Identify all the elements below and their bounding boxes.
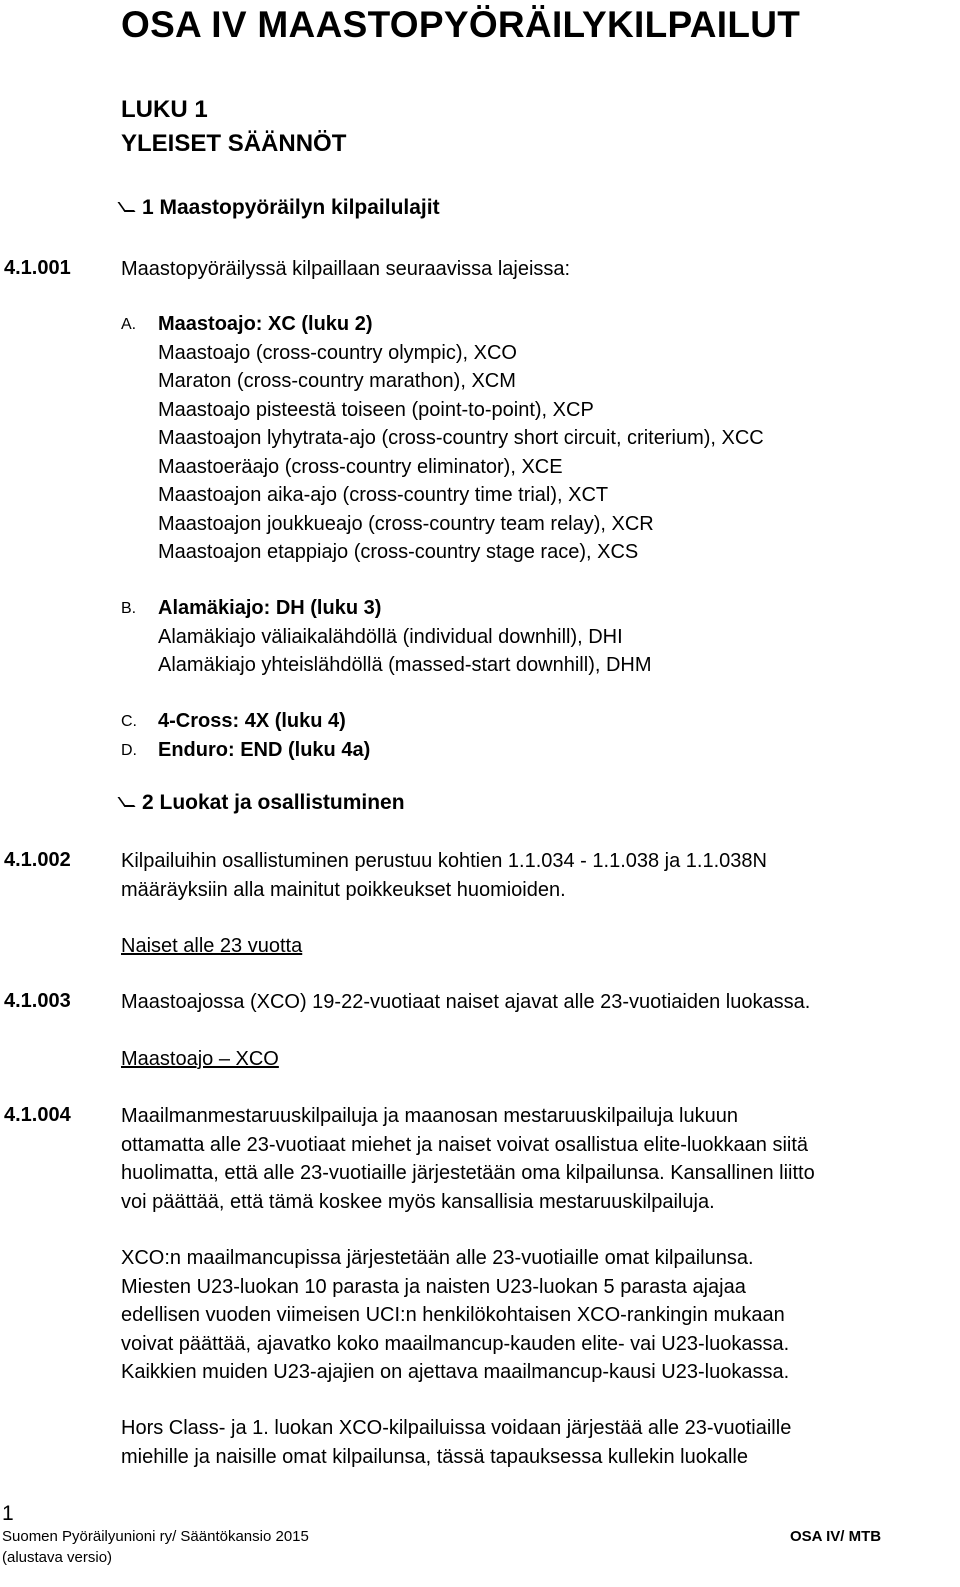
list-d-heading: Enduro: END (luku 4a) [158,739,371,761]
chapter-name: YLEISET SÄÄNNÖT [121,130,347,157]
paragraph-line: ottamatta alle 23-vuotiaat miehet ja naiset voivat osallistua elite-luokkaan siitä [121,1133,809,1156]
list-item: Maastoajon joukkueajo (cross-country team relay), XCR [158,512,654,535]
paragraph-line: Maailmanmestaruuskilpailuja ja maanosan mestaruuskilpailuja lukuun [121,1105,738,1127]
list-letter-d: D. [121,742,137,759]
list-c-heading: 4-Cross: 4X (luku 4) [158,710,346,732]
list-letter-c: C. [121,713,137,730]
rule-number-004: 4.1.004 [4,1104,71,1126]
paragraph-line: miehille ja naisille omat kilpailunsa, tässä tapauksessa kullekin luokalle [121,1445,748,1468]
section2-heading-row [121,791,405,815]
page-number: 1 [2,1502,14,1525]
paragraph-line: voi päättää, että tämä koskee myös kansallisia mestaruuskilpailuja. [121,1190,715,1213]
list-item: Maastoajo (cross-country olympic), XCO [158,341,517,364]
paragraph-line: Kaikkien muiden U23-ajajien on ajettava maailmancup-kausi U23-luokassa. [121,1361,790,1383]
footer-version: (alustava versio) [2,1549,113,1566]
chapter-number: LUKU 1 [121,96,208,123]
rule-002-line: määräyksiin alla mainitut poikkeukset huomioiden. [121,878,566,901]
paragraph-line: Hors Class- ja 1. luokan XCO-kilpailuissa voidaan järjestää alle 23-vuotiaille [121,1417,792,1439]
list-item: Alamäkiajo yhteislähdöllä (massed-start downhill), DHM [158,654,652,676]
list-letter-a: A. [121,316,137,333]
paragraph-line: edellisen vuoden viimeisen UCI:n henkilökohtaisen XCO-rankingin mukaan [121,1304,785,1326]
rule-text-002 [121,847,767,904]
rule-number-002: 4.1.002 [4,849,71,871]
rule-004-para2 [121,1244,789,1387]
paragraph-line: XCO:n maailmancupissa järjestetään alle 23-vuotiaille omat kilpailunsa. [121,1247,754,1269]
rule-text-003: Maastoajossa (XCO) 19-22-vuotiaat naiset ajavat alle 23-vuotiaiden luokassa. [121,991,811,1013]
list-a-block [158,310,764,567]
list-item: Maastoajon etappiajo (cross-country stage race), XCS [158,541,639,563]
rule-002-line: Kilpailuihin osallistuminen perustuu kohtien 1.1.034 - 1.1.038 ja 1.1.038N [121,850,767,872]
list-a-heading: Maastoajo: XC (luku 2) [158,313,373,335]
paragraph-line: huolimatta, että alle 23-vuotiaille järjestetään oma kilpailunsa. Kansallinen liitto [121,1162,815,1184]
list-b-heading: Alamäkiajo: DH (luku 3) [158,597,382,619]
footer-publisher: Suomen Pyöräilyunioni ry/ Sääntökansio 2015 [2,1528,309,1545]
list-item: Maraton (cross-country marathon), XCM [158,370,516,392]
rule-number-003: 4.1.003 [4,990,71,1012]
list-letter-b: B. [121,600,137,617]
section1-heading: 1 Maastopyöräilyn kilpailulajit [142,196,440,219]
paragraph-line: voivat päättää, ajavatko koko maailmancup-kauden elite- vai U23-luokassa. [121,1332,790,1355]
subheading-xco: Maastoajo – XCO [121,1048,279,1070]
list-b-block [158,594,652,680]
list-item: Maastoeräajo (cross-country eliminator), XCE [158,455,563,478]
subheading-women-u23: Naiset alle 23 vuotta [121,935,303,957]
rule-text-001: Maastopyöräilyssä kilpaillaan seuraavissa lajeissa: [121,258,571,280]
section2-heading: 2 Luokat ja osallistuminen [142,791,405,814]
section1-heading-row [121,196,440,220]
section-marker-icon [117,202,135,212]
rule-004-para1 [121,1102,815,1216]
list-item: Maastoajon lyhytrata-ajo (cross-country short circuit, criterium), XCC [158,427,764,449]
rule-number-001: 4.1.001 [4,257,71,279]
list-item: Maastoajo pisteestä toiseen (point-to-point), XCP [158,398,594,421]
page-title: OSA IV MAASTOPYÖRÄILYKILPAILUT [121,4,801,45]
paragraph-line: Miesten U23-luokan 10 parasta ja naisten U23-luokan 5 parasta ajajaa [121,1275,746,1298]
section-marker-icon [117,797,135,807]
rule-004-para3 [121,1414,791,1471]
list-item: Alamäkiajo väliaikalähdöllä (individual downhill), DHI [158,625,623,648]
footer-part: OSA IV/ MTB [790,1528,882,1545]
list-item: Maastoajon aika-ajo (cross-country time trial), XCT [158,484,609,506]
